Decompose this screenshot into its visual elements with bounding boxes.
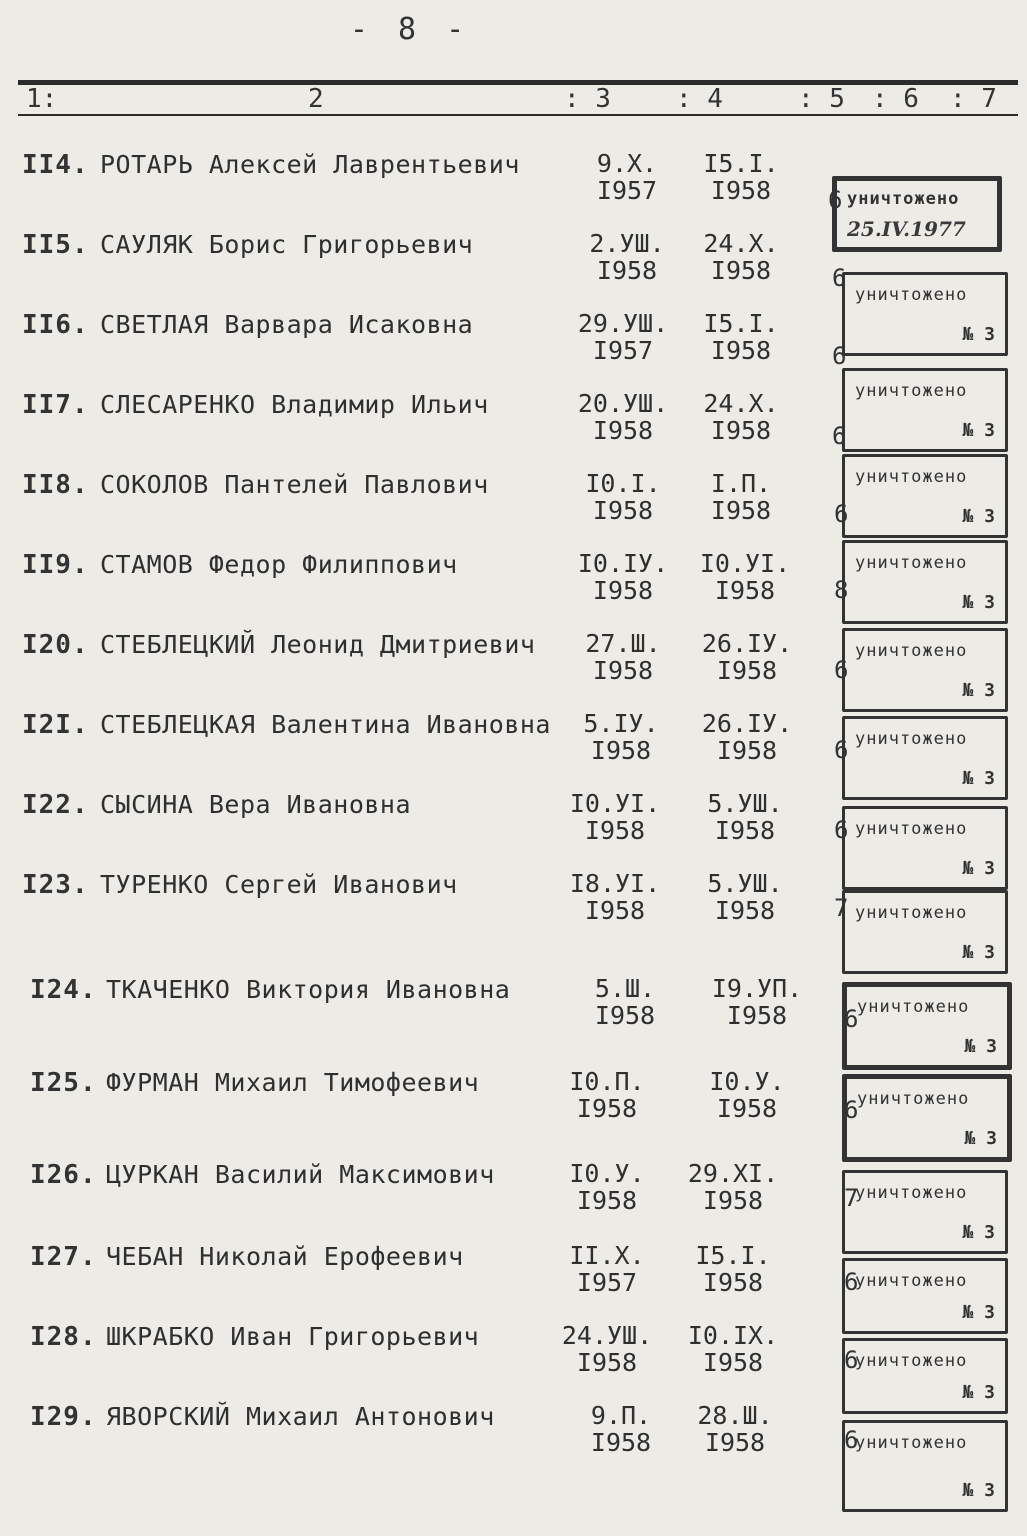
date-col-4: 28.Ш. I958	[697, 1401, 773, 1457]
col-5-code: 6	[834, 500, 849, 528]
person-name: СТЕБЛЕЦКАЯ Валентина Ивановна	[100, 710, 551, 739]
destroyed-stamp: уничтожено 25.IV.1977	[832, 176, 1002, 252]
page-number: - 8 -	[349, 12, 471, 47]
row-number: II7.	[22, 390, 89, 420]
date-col-4: I0.УI. I958	[699, 549, 791, 605]
col-5-code: 7	[834, 894, 849, 922]
destroyed-stamp: уничтожено № 3	[842, 540, 1008, 624]
col-5-code: 6	[832, 264, 847, 292]
person-name: ФУРМАН Михаил Тимофеевич	[106, 1068, 480, 1097]
stamp-handwritten-date: 25.IV.1977	[847, 217, 966, 241]
destroyed-stamp: уничтожено № 3	[842, 272, 1008, 356]
col-5-code: 8	[834, 576, 849, 604]
date-col-4: I0.IX. I958	[687, 1321, 779, 1377]
col-5-code: 6	[834, 816, 849, 844]
date-col-3: I0.П. I958	[569, 1067, 645, 1123]
destroyed-stamp: уничтожено № 3	[842, 1258, 1008, 1334]
date-col-4: 5.УШ. I958	[707, 869, 783, 925]
row-number: I22.	[22, 790, 89, 820]
person-name: ТКАЧЕНКО Виктория Ивановна	[106, 975, 511, 1004]
person-name: ШКРАБКО Иван Григорьевич	[106, 1322, 480, 1351]
person-name: СВЕТЛАЯ Варвара Исаковна	[100, 310, 474, 339]
destroyed-stamp: уничтожено № 3	[842, 1338, 1008, 1414]
destroyed-stamp: уничтожено № 3	[842, 1420, 1008, 1512]
destroyed-stamp: уничтожено № 3	[842, 1170, 1008, 1254]
person-name: ЯВОРСКИЙ Михаил Антонович	[106, 1402, 495, 1431]
column-header-3: : 3	[564, 84, 611, 114]
destroyed-stamp: уничтожено № 3	[842, 716, 1008, 800]
row-number: II5.	[22, 230, 89, 260]
date-col-3: I0.У. I958	[569, 1159, 645, 1215]
date-col-4: 26.IУ. I958	[701, 629, 793, 685]
row-number: I26.	[30, 1160, 97, 1190]
person-name: СОКОЛОВ Пантелей Павлович	[100, 470, 489, 499]
person-name: СТЕБЛЕЦКИЙ Леонид Дмитриевич	[100, 630, 536, 659]
date-col-3: 9.X. I957	[596, 149, 658, 205]
date-col-4: 24.X. I958	[703, 389, 779, 445]
col-5-code: 6	[828, 186, 843, 214]
person-name: РОТАРЬ Алексей Лаврентьевич	[100, 150, 520, 179]
column-header-5: : 5	[798, 84, 845, 114]
row-number: I2I.	[22, 710, 89, 740]
date-col-4: I5.I. I958	[695, 1241, 771, 1297]
person-name: ЦУРКАН Василий Максимович	[106, 1160, 495, 1189]
table-row	[0, 710, 1027, 790]
table-row	[0, 550, 1027, 630]
date-col-4: 24.X. I958	[703, 229, 779, 285]
row-number: I25.	[30, 1068, 97, 1098]
row-number: I27.	[30, 1242, 97, 1272]
row-number: I29.	[30, 1402, 97, 1432]
col-5-code: 6	[844, 1426, 859, 1454]
date-col-4: 29.XI. I958	[687, 1159, 779, 1215]
row-number: II9.	[22, 550, 89, 580]
row-number: I20.	[22, 630, 89, 660]
destroyed-stamp: уничтожено № 3	[842, 1074, 1012, 1162]
date-col-4: 26.IУ. I958	[701, 709, 793, 765]
person-name: ЧЕБАН Николай Ерофеевич	[106, 1242, 464, 1271]
column-header-6: : 6	[872, 84, 919, 114]
table-row	[0, 790, 1027, 870]
date-col-4: 5.УШ. I958	[707, 789, 783, 845]
person-name: СЛЕСАРЕНКО Владимир Ильич	[100, 390, 489, 419]
col-5-code: 6	[832, 342, 847, 370]
date-col-3: 29.УШ. I957	[577, 309, 669, 365]
person-name: СТАМОВ Федор Филиппович	[100, 550, 458, 579]
col-5-code: 6	[844, 1346, 859, 1374]
table-top-rule	[18, 80, 1018, 85]
table-row	[0, 630, 1027, 710]
destroyed-stamp: уничтожено № 3	[842, 368, 1008, 452]
date-col-3: I0.I. I958	[585, 469, 661, 525]
date-col-3: I8.УI. I958	[569, 869, 661, 925]
column-header-2: 2	[308, 84, 324, 114]
row-number: II6.	[22, 310, 89, 340]
date-col-4: I9.УП. I958	[711, 974, 803, 1030]
row-number: II4.	[22, 150, 89, 180]
row-number: II8.	[22, 470, 89, 500]
col-5-code: 6	[844, 1268, 859, 1296]
row-number: I24.	[30, 975, 97, 1005]
person-name: ТУРЕНКО Сергей Иванович	[100, 870, 458, 899]
date-col-3: 5.IУ. I958	[583, 709, 659, 765]
date-col-3: 5.Ш. I958	[594, 974, 656, 1030]
col-5-code: 6	[844, 1096, 859, 1124]
date-col-3: 9.П. I958	[590, 1401, 652, 1457]
column-header-7: : 7	[950, 84, 997, 114]
date-col-4: I5.I. I958	[703, 149, 779, 205]
date-col-3: I0.IУ. I958	[577, 549, 669, 605]
col-5-code: 6	[834, 736, 849, 764]
person-name: СЫСИНА Вера Ивановна	[100, 790, 412, 819]
table-row	[0, 470, 1027, 550]
column-header-1: 1:	[26, 84, 58, 114]
col-5-code: 6	[844, 1005, 859, 1033]
table-row	[0, 870, 1027, 950]
row-number: I28.	[30, 1322, 97, 1352]
person-name: САУЛЯК Борис Григорьевич	[100, 230, 474, 259]
col-5-code: 6	[832, 422, 847, 450]
date-col-3: II.X. I957	[569, 1241, 645, 1297]
col-5-code: 7	[844, 1184, 859, 1212]
destroyed-stamp: уничтожено № 3	[842, 982, 1012, 1070]
date-col-4: I0.У. I958	[709, 1067, 785, 1123]
destroyed-stamp: уничтожено № 3	[842, 454, 1008, 538]
destroyed-stamp: уничтожено № 3	[842, 628, 1008, 712]
date-col-3: 2.УШ. I958	[589, 229, 665, 285]
destroyed-stamp: уничтожено № 3	[842, 890, 1008, 974]
row-number: I23.	[22, 870, 89, 900]
date-col-3: 20.УШ. I958	[577, 389, 669, 445]
destroyed-stamp: уничтожено № 3	[842, 806, 1008, 890]
column-header-4: : 4	[676, 84, 723, 114]
col-5-code: 6	[834, 656, 849, 684]
table-header-rule	[18, 114, 1018, 116]
date-col-3: I0.УI. I958	[569, 789, 661, 845]
date-col-3: 24.УШ. I958	[561, 1321, 653, 1377]
date-col-4: I.П. I958	[710, 469, 772, 525]
date-col-3: 27.Ш. I958	[585, 629, 661, 685]
date-col-4: I5.I. I958	[703, 309, 779, 365]
